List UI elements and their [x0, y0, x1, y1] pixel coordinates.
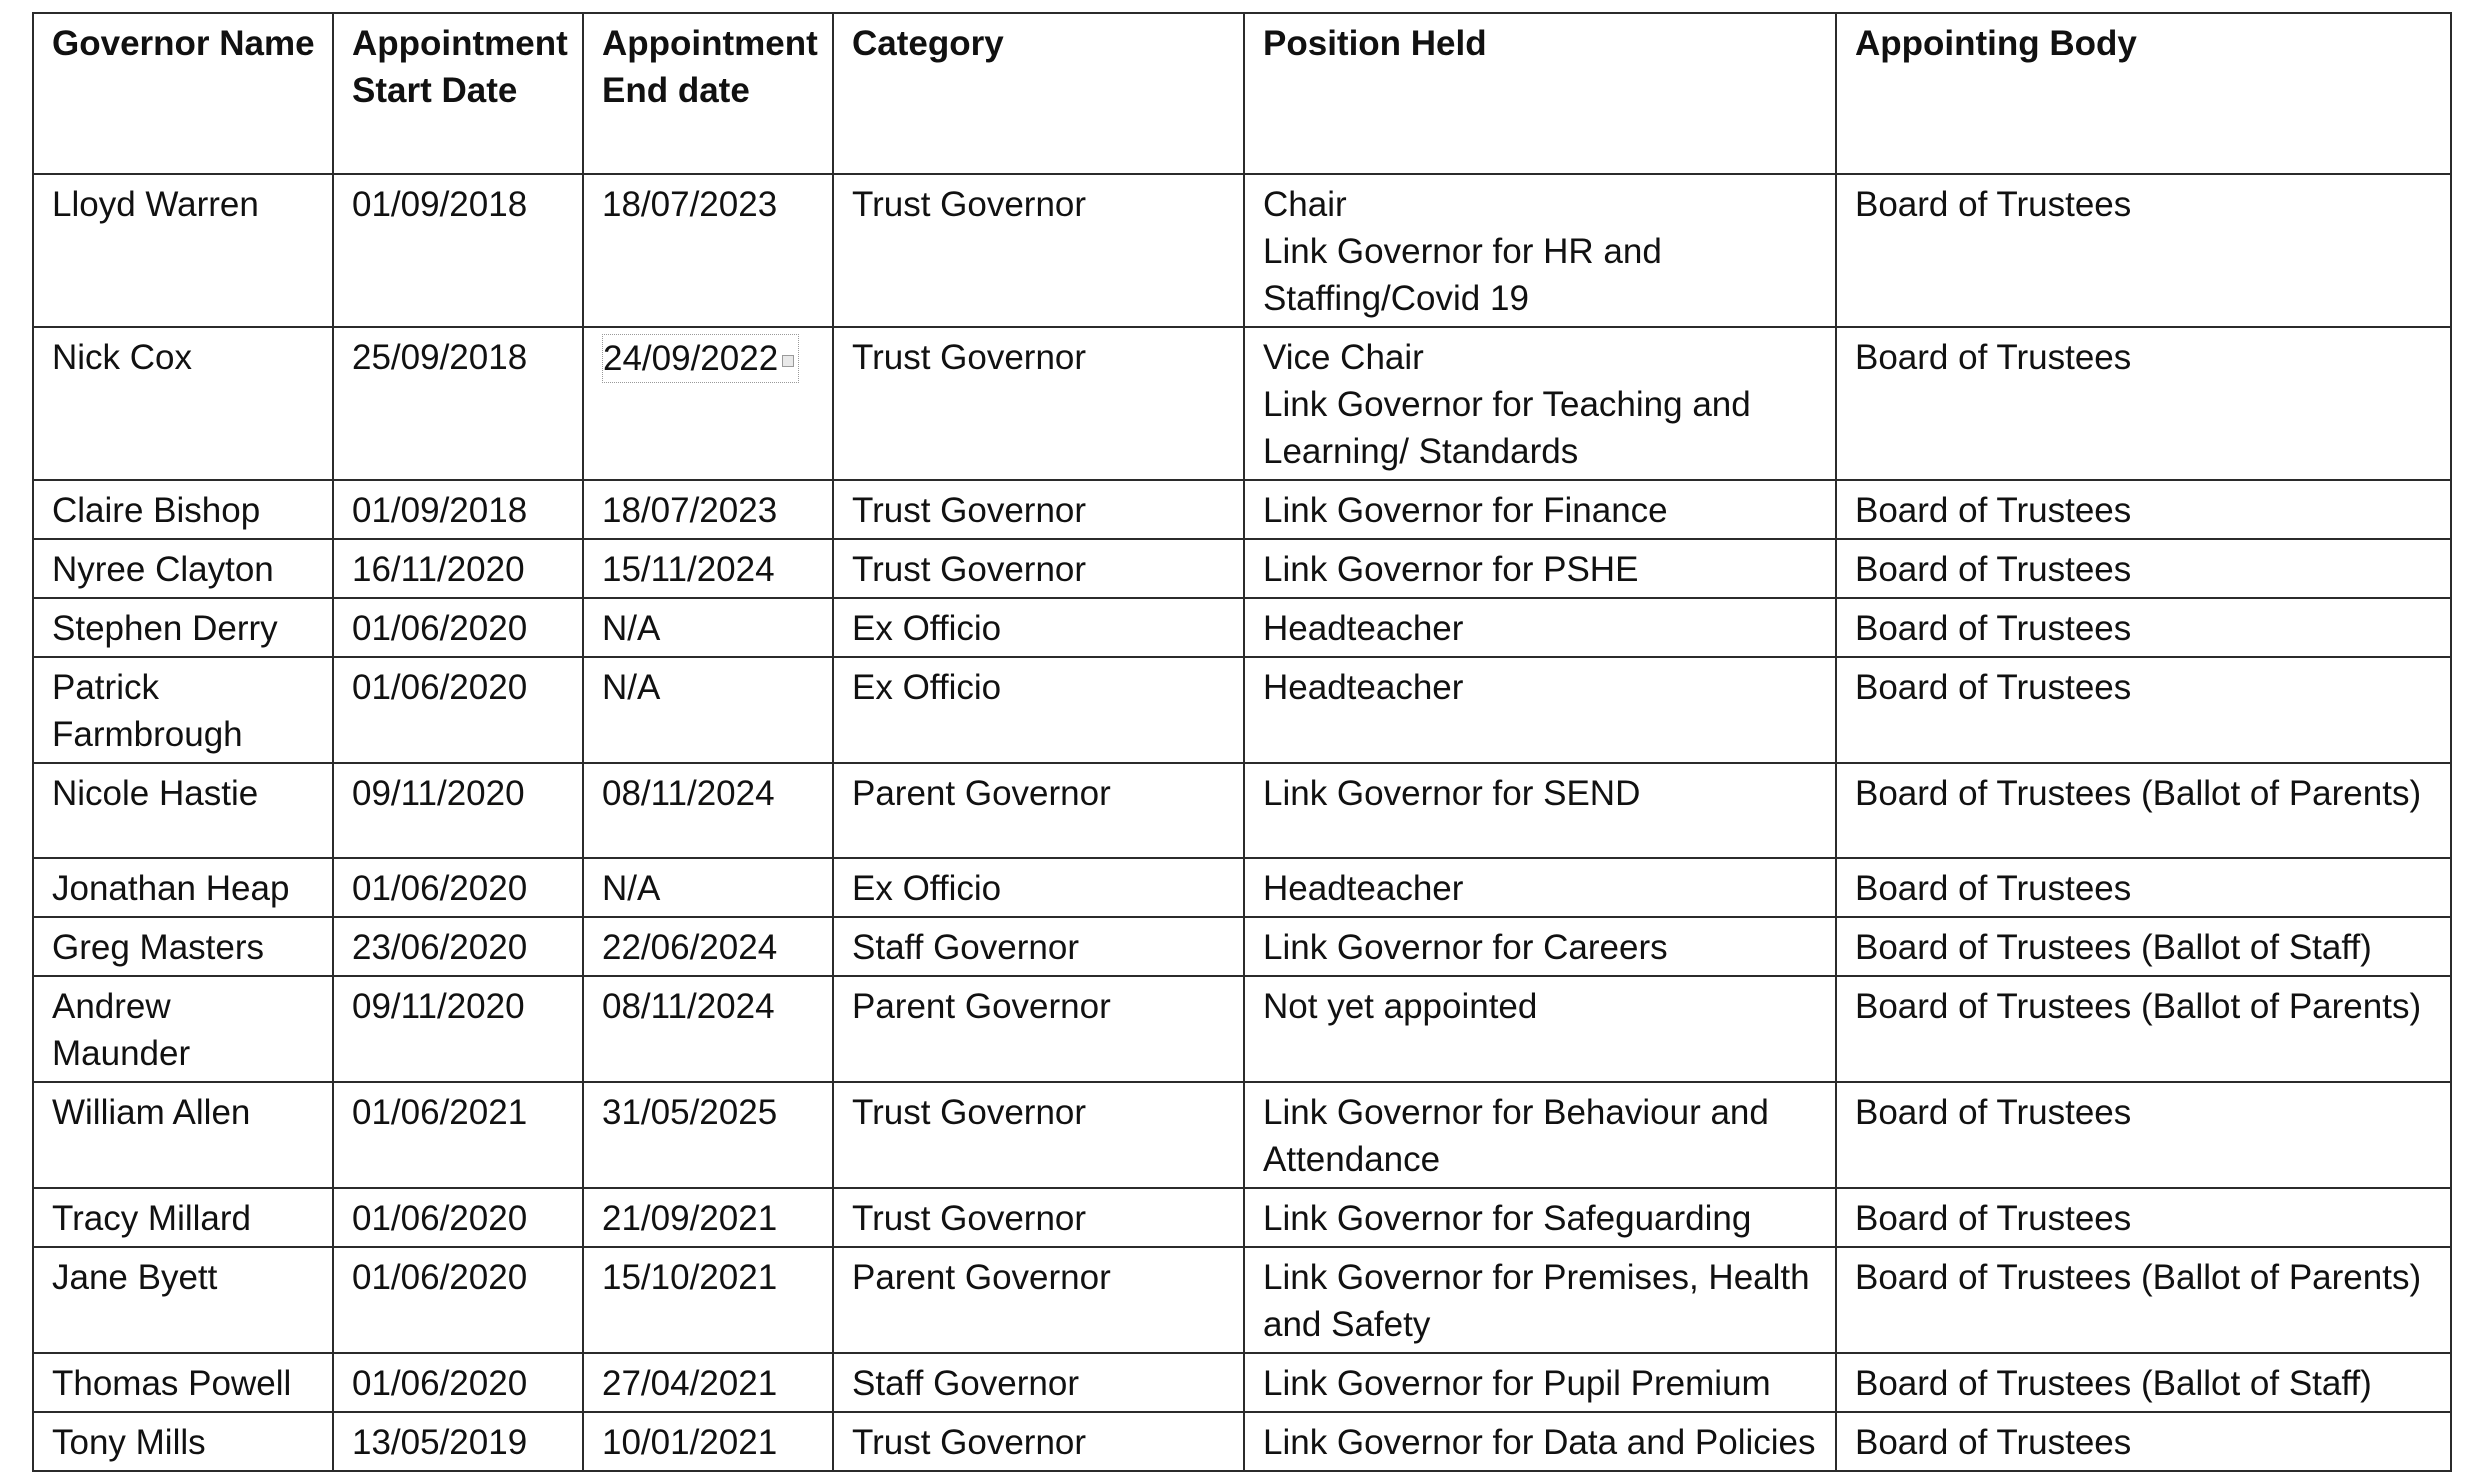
- category-cell: Ex Officio: [833, 657, 1244, 763]
- position-held-cell: [1244, 174, 1836, 327]
- governor-name-cell-line: Thomas Powell: [52, 1364, 292, 1403]
- position-held-cell-line: Link Governor for PSHE: [1263, 550, 1639, 589]
- table-row: [33, 598, 2451, 657]
- governor-name-cell: [33, 1412, 333, 1471]
- position-held-cell-line: Link Governor for Finance: [1263, 491, 1668, 530]
- governor-name-cell: [33, 763, 333, 858]
- position-held-cell-line: Link Governor for Safeguarding: [1263, 1199, 1752, 1238]
- governor-name-cell: [33, 480, 333, 539]
- governor-name-cell-line: Claire Bishop: [52, 491, 261, 530]
- governor-name-cell: [33, 1188, 333, 1247]
- table-row: [33, 480, 2451, 539]
- table-row: [33, 327, 2451, 480]
- position-held-cell-line: Chair: [1263, 185, 1347, 224]
- governor-name-cell: [33, 539, 333, 598]
- start-date-cell: 01/06/2020: [333, 1353, 583, 1412]
- start-date-cell: 16/11/2020: [333, 539, 583, 598]
- appointing-body-cell: Board of Trustees: [1836, 480, 2451, 539]
- position-held-cell-line: Link Governor for Data and Policies: [1263, 1423, 1816, 1462]
- governor-name-cell: [33, 858, 333, 917]
- table-body: [33, 174, 2451, 1471]
- appointing-body-cell: Board of Trustees: [1836, 1082, 2451, 1188]
- table-row: [33, 1247, 2451, 1353]
- category-cell: Trust Governor: [833, 1188, 1244, 1247]
- end-date-cell: 21/09/2021: [583, 1188, 833, 1247]
- category-cell: Trust Governor: [833, 539, 1244, 598]
- position-held-cell-line: Headteacher: [1263, 668, 1464, 707]
- category-cell: Trust Governor: [833, 327, 1244, 480]
- position-held-cell: [1244, 1082, 1836, 1188]
- governor-name-cell: [33, 1353, 333, 1412]
- governor-name-cell: [33, 598, 333, 657]
- governor-name-cell: [33, 1247, 333, 1353]
- table-row: [33, 174, 2451, 327]
- end-date-cell: 08/11/2024: [583, 763, 833, 858]
- position-held-cell: [1244, 657, 1836, 763]
- governor-name-cell: [33, 174, 333, 327]
- category-cell: Trust Governor: [833, 174, 1244, 327]
- position-held-cell-line: Link Governor for Careers: [1263, 928, 1668, 967]
- position-held-cell: [1244, 976, 1836, 1082]
- position-held-cell: [1244, 1412, 1836, 1471]
- start-date-cell: 01/06/2020: [333, 657, 583, 763]
- governors-table-wrapper: [32, 12, 2452, 1472]
- end-date-cell: N/A: [583, 657, 833, 763]
- governor-name-cell-line: Andrew: [52, 987, 171, 1026]
- end-date-cell: 08/11/2024: [583, 976, 833, 1082]
- category-cell: Ex Officio: [833, 598, 1244, 657]
- governor-name-cell-line: Farmbrough: [52, 715, 243, 754]
- table-row: [33, 763, 2451, 858]
- position-held-cell-line: Link Governor for Pupil Premium: [1263, 1364, 1771, 1403]
- position-held-cell: [1244, 539, 1836, 598]
- appointing-body-cell: Board of Trustees: [1836, 598, 2451, 657]
- start-date-cell: 13/05/2019: [333, 1412, 583, 1471]
- position-held-cell-line: Link Governor for Teaching and: [1263, 385, 1751, 424]
- position-held-cell-line: Link Governor for HR and: [1263, 232, 1662, 271]
- start-date-cell: 23/06/2020: [333, 917, 583, 976]
- governor-name-cell: [33, 1082, 333, 1188]
- table-row: [33, 976, 2451, 1082]
- end-date-cell: 22/06/2024: [583, 917, 833, 976]
- position-held-cell: [1244, 858, 1836, 917]
- field-handle-icon[interactable]: [782, 355, 794, 367]
- appointing-body-cell: Board of Trustees (Ballot of Staff): [1836, 1353, 2451, 1412]
- position-held-cell: [1244, 763, 1836, 858]
- category-cell: Trust Governor: [833, 480, 1244, 539]
- position-held-cell: [1244, 1188, 1836, 1247]
- governor-name-cell-line: Lloyd Warren: [52, 185, 259, 224]
- category-cell: Staff Governor: [833, 917, 1244, 976]
- end-date-cell: 10/01/2021: [583, 1412, 833, 1471]
- table-row: [33, 917, 2451, 976]
- position-held-cell: [1244, 598, 1836, 657]
- category-cell: Staff Governor: [833, 1353, 1244, 1412]
- governor-name-cell-line: Jonathan Heap: [52, 869, 290, 908]
- appointing-body-cell: Board of Trustees: [1836, 327, 2451, 480]
- governor-name-cell-line: Greg Masters: [52, 928, 264, 967]
- table-row: [33, 1412, 2451, 1471]
- end-date-cell: 15/10/2021: [583, 1247, 833, 1353]
- governor-name-cell-line: Nick Cox: [52, 338, 193, 377]
- governor-name-cell-line: Jane Byett: [52, 1258, 218, 1297]
- category-cell: Parent Governor: [833, 763, 1244, 858]
- table-row: [33, 1188, 2451, 1247]
- governor-name-cell-line: Tony Mills: [52, 1423, 206, 1462]
- appointing-body-cell: Board of Trustees (Ballot of Parents): [1836, 976, 2451, 1082]
- governor-name-cell-line: Patrick: [52, 668, 159, 707]
- header-governor-name: Governor Name: [33, 13, 333, 174]
- start-date-cell: 01/06/2020: [333, 1188, 583, 1247]
- header-position-held: Position Held: [1244, 13, 1836, 174]
- end-date-cell: 18/07/2023: [583, 174, 833, 327]
- governor-name-cell-line: William Allen: [52, 1093, 251, 1132]
- governor-name-cell: [33, 657, 333, 763]
- position-held-cell-line: Staffing/Covid 19: [1263, 279, 1529, 318]
- governor-name-cell-line: Stephen Derry: [52, 609, 278, 648]
- position-held-cell-line: Headteacher: [1263, 609, 1464, 648]
- position-held-cell: [1244, 917, 1836, 976]
- table-row: [33, 858, 2451, 917]
- appointing-body-cell: Board of Trustees (Ballot of Parents): [1836, 763, 2451, 858]
- appointing-body-cell: Board of Trustees: [1836, 858, 2451, 917]
- selected-date-field[interactable]: 24/09/2022: [602, 334, 799, 383]
- start-date-cell: 25/09/2018: [333, 327, 583, 480]
- position-held-cell: [1244, 480, 1836, 539]
- header-row: [33, 13, 2451, 174]
- end-date-cell: 27/04/2021: [583, 1353, 833, 1412]
- position-held-cell-line: Link Governor for Behaviour and: [1263, 1093, 1769, 1132]
- governor-name-cell-line: Tracy Millard: [52, 1199, 251, 1238]
- position-held-cell-line: Headteacher: [1263, 869, 1464, 908]
- header-appointing-body: Appointing Body: [1836, 13, 2451, 174]
- appointing-body-cell: Board of Trustees: [1836, 174, 2451, 327]
- governor-name-cell-line: Nyree Clayton: [52, 550, 274, 589]
- position-held-cell-line: Link Governor for Premises, Health: [1263, 1258, 1810, 1297]
- appointing-body-cell: Board of Trustees: [1836, 539, 2451, 598]
- end-date-cell: 31/05/2025: [583, 1082, 833, 1188]
- header-end-date: Appointment End date: [583, 13, 833, 174]
- governor-name-cell-line: Maunder: [52, 1034, 191, 1073]
- table-row: [33, 1353, 2451, 1412]
- start-date-cell: 09/11/2020: [333, 763, 583, 858]
- appointing-body-cell: Board of Trustees: [1836, 1412, 2451, 1471]
- position-held-cell-line: and Safety: [1263, 1305, 1431, 1344]
- position-held-cell: [1244, 327, 1836, 480]
- table-row: [33, 539, 2451, 598]
- position-held-cell-line: Vice Chair: [1263, 338, 1424, 377]
- end-date-cell: N/A: [583, 858, 833, 917]
- governor-name-cell: [33, 917, 333, 976]
- end-date-cell: [583, 327, 833, 480]
- category-cell: Ex Officio: [833, 858, 1244, 917]
- position-held-cell-line: Learning/ Standards: [1263, 432, 1579, 471]
- appointing-body-cell: Board of Trustees: [1836, 1188, 2451, 1247]
- start-date-cell: 01/06/2021: [333, 1082, 583, 1188]
- start-date-cell: 01/06/2020: [333, 858, 583, 917]
- appointing-body-cell: Board of Trustees: [1836, 657, 2451, 763]
- position-held-cell-line: Attendance: [1263, 1140, 1441, 1179]
- position-held-cell-line: Link Governor for SEND: [1263, 774, 1641, 813]
- category-cell: Trust Governor: [833, 1412, 1244, 1471]
- start-date-cell: 01/09/2018: [333, 480, 583, 539]
- position-held-cell: [1244, 1353, 1836, 1412]
- appointing-body-cell: Board of Trustees (Ballot of Staff): [1836, 917, 2451, 976]
- end-date-cell: 18/07/2023: [583, 480, 833, 539]
- category-cell: Trust Governor: [833, 1082, 1244, 1188]
- end-date-cell: N/A: [583, 598, 833, 657]
- position-held-cell: [1244, 1247, 1836, 1353]
- table-row: [33, 1082, 2451, 1188]
- category-cell: Parent Governor: [833, 1247, 1244, 1353]
- start-date-cell: 01/06/2020: [333, 598, 583, 657]
- header-category: Category: [833, 13, 1244, 174]
- category-cell: Parent Governor: [833, 976, 1244, 1082]
- governors-table: [32, 12, 2452, 1472]
- table-row: [33, 657, 2451, 763]
- start-date-cell: 01/06/2020: [333, 1247, 583, 1353]
- governor-name-cell-line: Nicole Hastie: [52, 774, 259, 813]
- end-date-cell: 15/11/2024: [583, 539, 833, 598]
- appointing-body-cell: Board of Trustees (Ballot of Parents): [1836, 1247, 2451, 1353]
- position-held-cell-line: Not yet appointed: [1263, 987, 1538, 1026]
- start-date-cell: 09/11/2020: [333, 976, 583, 1082]
- governor-name-cell: [33, 976, 333, 1082]
- governor-name-cell: [33, 327, 333, 480]
- header-start-date: Appointment Start Date: [333, 13, 583, 174]
- start-date-cell: 01/09/2018: [333, 174, 583, 327]
